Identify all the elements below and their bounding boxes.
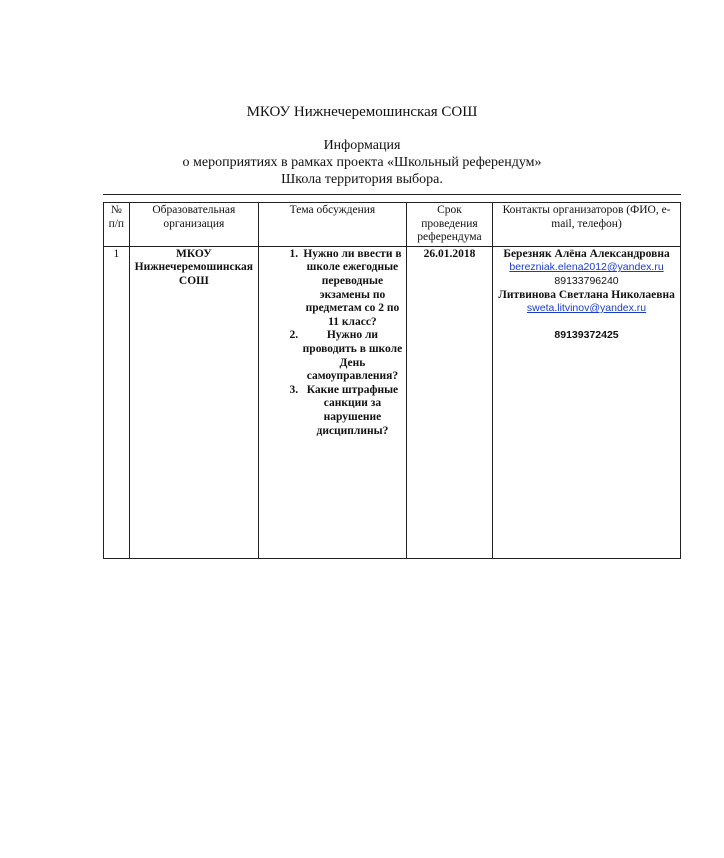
header-organization: Образовательная организация <box>129 203 258 247</box>
info-subtitle: о мероприятиях в рамках проекта «Школьный референдум» <box>182 155 542 170</box>
table-header-row <box>104 203 681 247</box>
topics-list <box>261 248 404 438</box>
header-topic: Тема обсуждения <box>259 203 407 247</box>
row-contacts <box>493 246 681 558</box>
contact2-phone: 89139372425 <box>554 328 619 341</box>
topic-item: 2. Нужно ли проводить в школе День самоуправления? <box>301 329 404 383</box>
contact1-email-link[interactable]: berezniak.elena2012@yandex.ru <box>509 261 664 274</box>
table-row <box>104 246 681 558</box>
contact1-phone: 89133796240 <box>554 274 619 287</box>
row-number: 1 <box>104 246 130 558</box>
header-number: № п/п <box>104 203 130 247</box>
contact1-name: Березняк Алёна Александровна <box>503 247 670 260</box>
contact2-name: Литвинова Светлана Николаевна <box>498 288 675 301</box>
info-heading <box>0 137 724 188</box>
separator-line <box>103 194 681 195</box>
spacer <box>495 316 678 329</box>
school-title: МКОУ Нижнечеремошинская СОШ <box>246 104 478 120</box>
header-contacts: Контакты организаторов (ФИО, e-mail, телефон) <box>493 203 681 247</box>
topic-item: 3. Какие штрафные санкции за нарушение дисциплины? <box>301 384 404 438</box>
topic-item: 1. Нужно ли ввести в школе ежегодные переводные экзамены по предметам со 2 по 11 класс? <box>301 248 404 330</box>
header-date: Срок проведения референдума <box>406 203 492 247</box>
info-slogan: Школа территория выбора. <box>281 172 443 187</box>
row-topics <box>259 246 407 558</box>
events-table <box>103 202 681 559</box>
row-date: 26.01.2018 <box>406 246 492 558</box>
row-organization: МКОУ Нижнечеремошинская СОШ <box>129 246 258 558</box>
info-title: Информация <box>323 138 401 153</box>
contact2-email-link[interactable]: sweta.litvinov@yandex.ru <box>526 302 647 315</box>
